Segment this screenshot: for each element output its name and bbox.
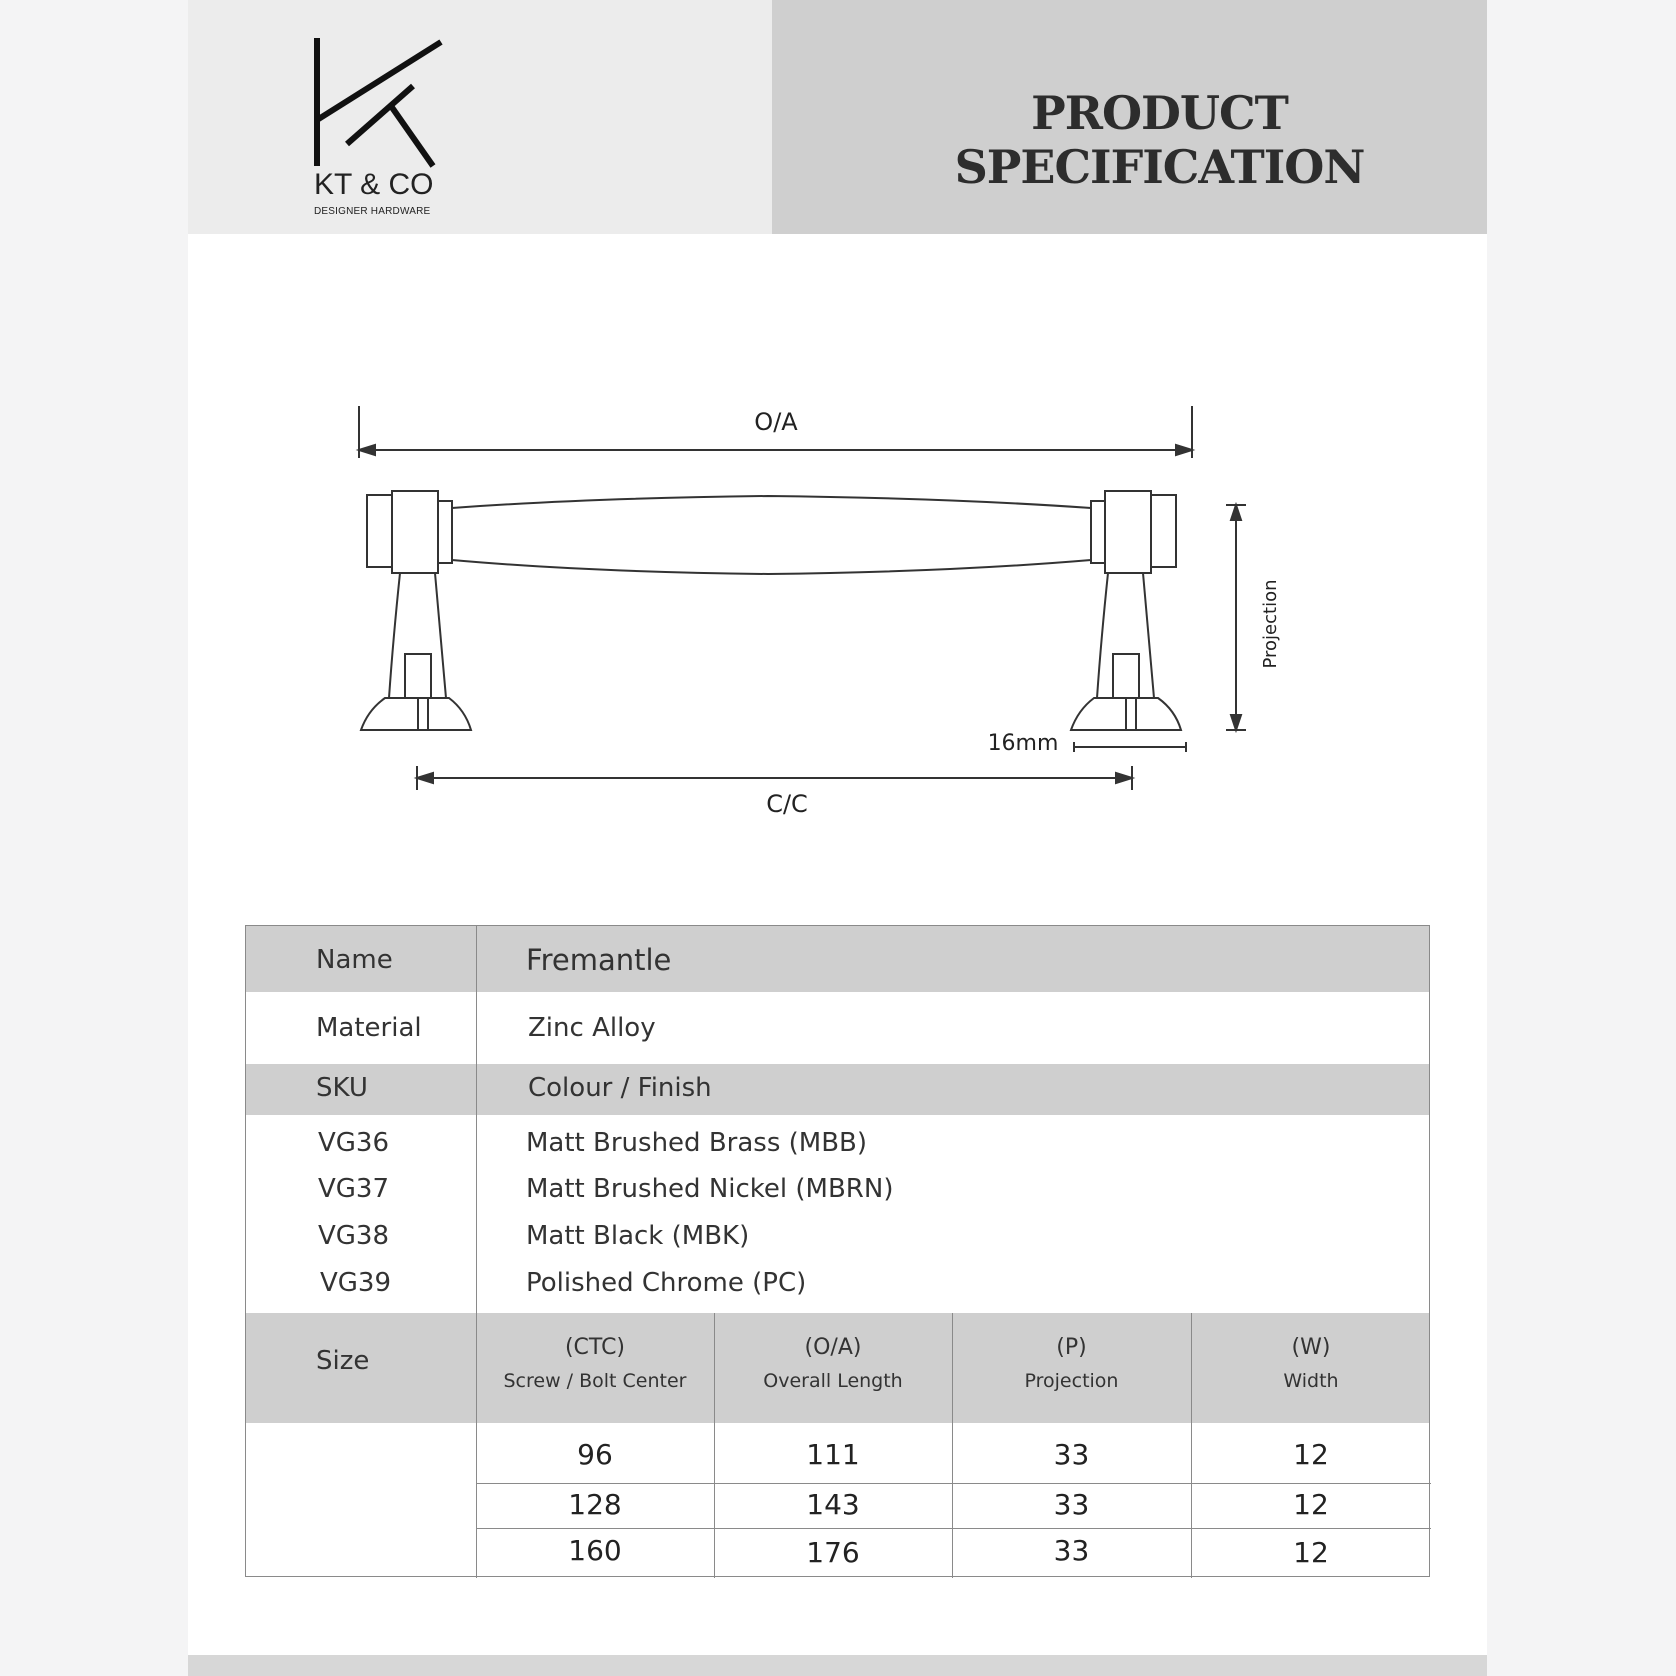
size-cell: 12 <box>1293 1438 1329 1471</box>
page-title: PRODUCT SPECIFICATION <box>954 86 1365 194</box>
spec-table <box>245 925 1430 1577</box>
size-column-projection: (P) Projection <box>1024 1335 1119 1392</box>
product-name: Fremantle <box>526 943 672 977</box>
size-cell: 12 <box>1293 1488 1329 1521</box>
size-cell: 128 <box>568 1488 622 1521</box>
handle-bar <box>452 496 1091 574</box>
sku-cell: VG36 <box>318 1128 390 1158</box>
kt-logo-icon <box>313 36 443 172</box>
sku-cell: VG38 <box>318 1221 390 1251</box>
left-post-foot <box>361 698 471 730</box>
size-cell: 176 <box>806 1536 860 1569</box>
title-header <box>772 0 1487 234</box>
base-label: 16mm <box>987 731 1059 756</box>
material-label: Material <box>316 1013 422 1043</box>
right-post-cap <box>1151 495 1176 567</box>
left-post-collar <box>392 491 438 573</box>
size-column-width: (W) Width <box>1283 1335 1339 1392</box>
size-cell: 33 <box>1053 1534 1090 1567</box>
finish-cell: Polished Chrome (PC) <box>526 1268 807 1298</box>
sku-label: SKU <box>316 1073 368 1103</box>
brand-tagline: DESIGNER HARDWARE <box>314 206 431 217</box>
oa-label: O/A <box>754 408 798 436</box>
size-cell: 160 <box>568 1534 622 1567</box>
finish-cell: Matt Brushed Nickel (MBRN) <box>526 1174 894 1204</box>
spec-sheet <box>188 0 1487 1676</box>
size-cell: 33 <box>1053 1438 1090 1471</box>
size-cell: 96 <box>577 1438 613 1471</box>
sku-cell: VG39 <box>320 1268 392 1298</box>
size-cell: 12 <box>1293 1536 1329 1569</box>
size-column-ctc: (CTC) Screw / Bolt Center <box>503 1335 687 1392</box>
sku-cell: VG37 <box>318 1174 390 1204</box>
brand-name: KT & CO <box>314 168 434 201</box>
brand-header <box>188 0 772 234</box>
name-label: Name <box>316 945 393 975</box>
left-post-stem <box>389 573 446 698</box>
size-cell: 33 <box>1053 1488 1090 1521</box>
right-post-stem <box>1097 573 1154 698</box>
handle-drawing <box>188 380 1487 860</box>
finish-cell: Matt Black (MBK) <box>526 1221 750 1251</box>
size-cell: 111 <box>806 1438 860 1471</box>
projection-label: Projection <box>1260 579 1281 669</box>
right-post-collar <box>1105 491 1151 573</box>
material-value: Zinc Alloy <box>528 1013 656 1043</box>
size-column-oa: (O/A) Overall Length <box>763 1335 903 1392</box>
footer-bar <box>188 1655 1487 1676</box>
finish-label: Colour / Finish <box>528 1073 712 1103</box>
finish-cell: Matt Brushed Brass (MBB) <box>526 1128 868 1158</box>
size-cell: 143 <box>806 1488 860 1521</box>
cc-label: C/C <box>766 790 808 818</box>
left-post-cap <box>367 495 392 567</box>
size-label: Size <box>316 1346 370 1376</box>
